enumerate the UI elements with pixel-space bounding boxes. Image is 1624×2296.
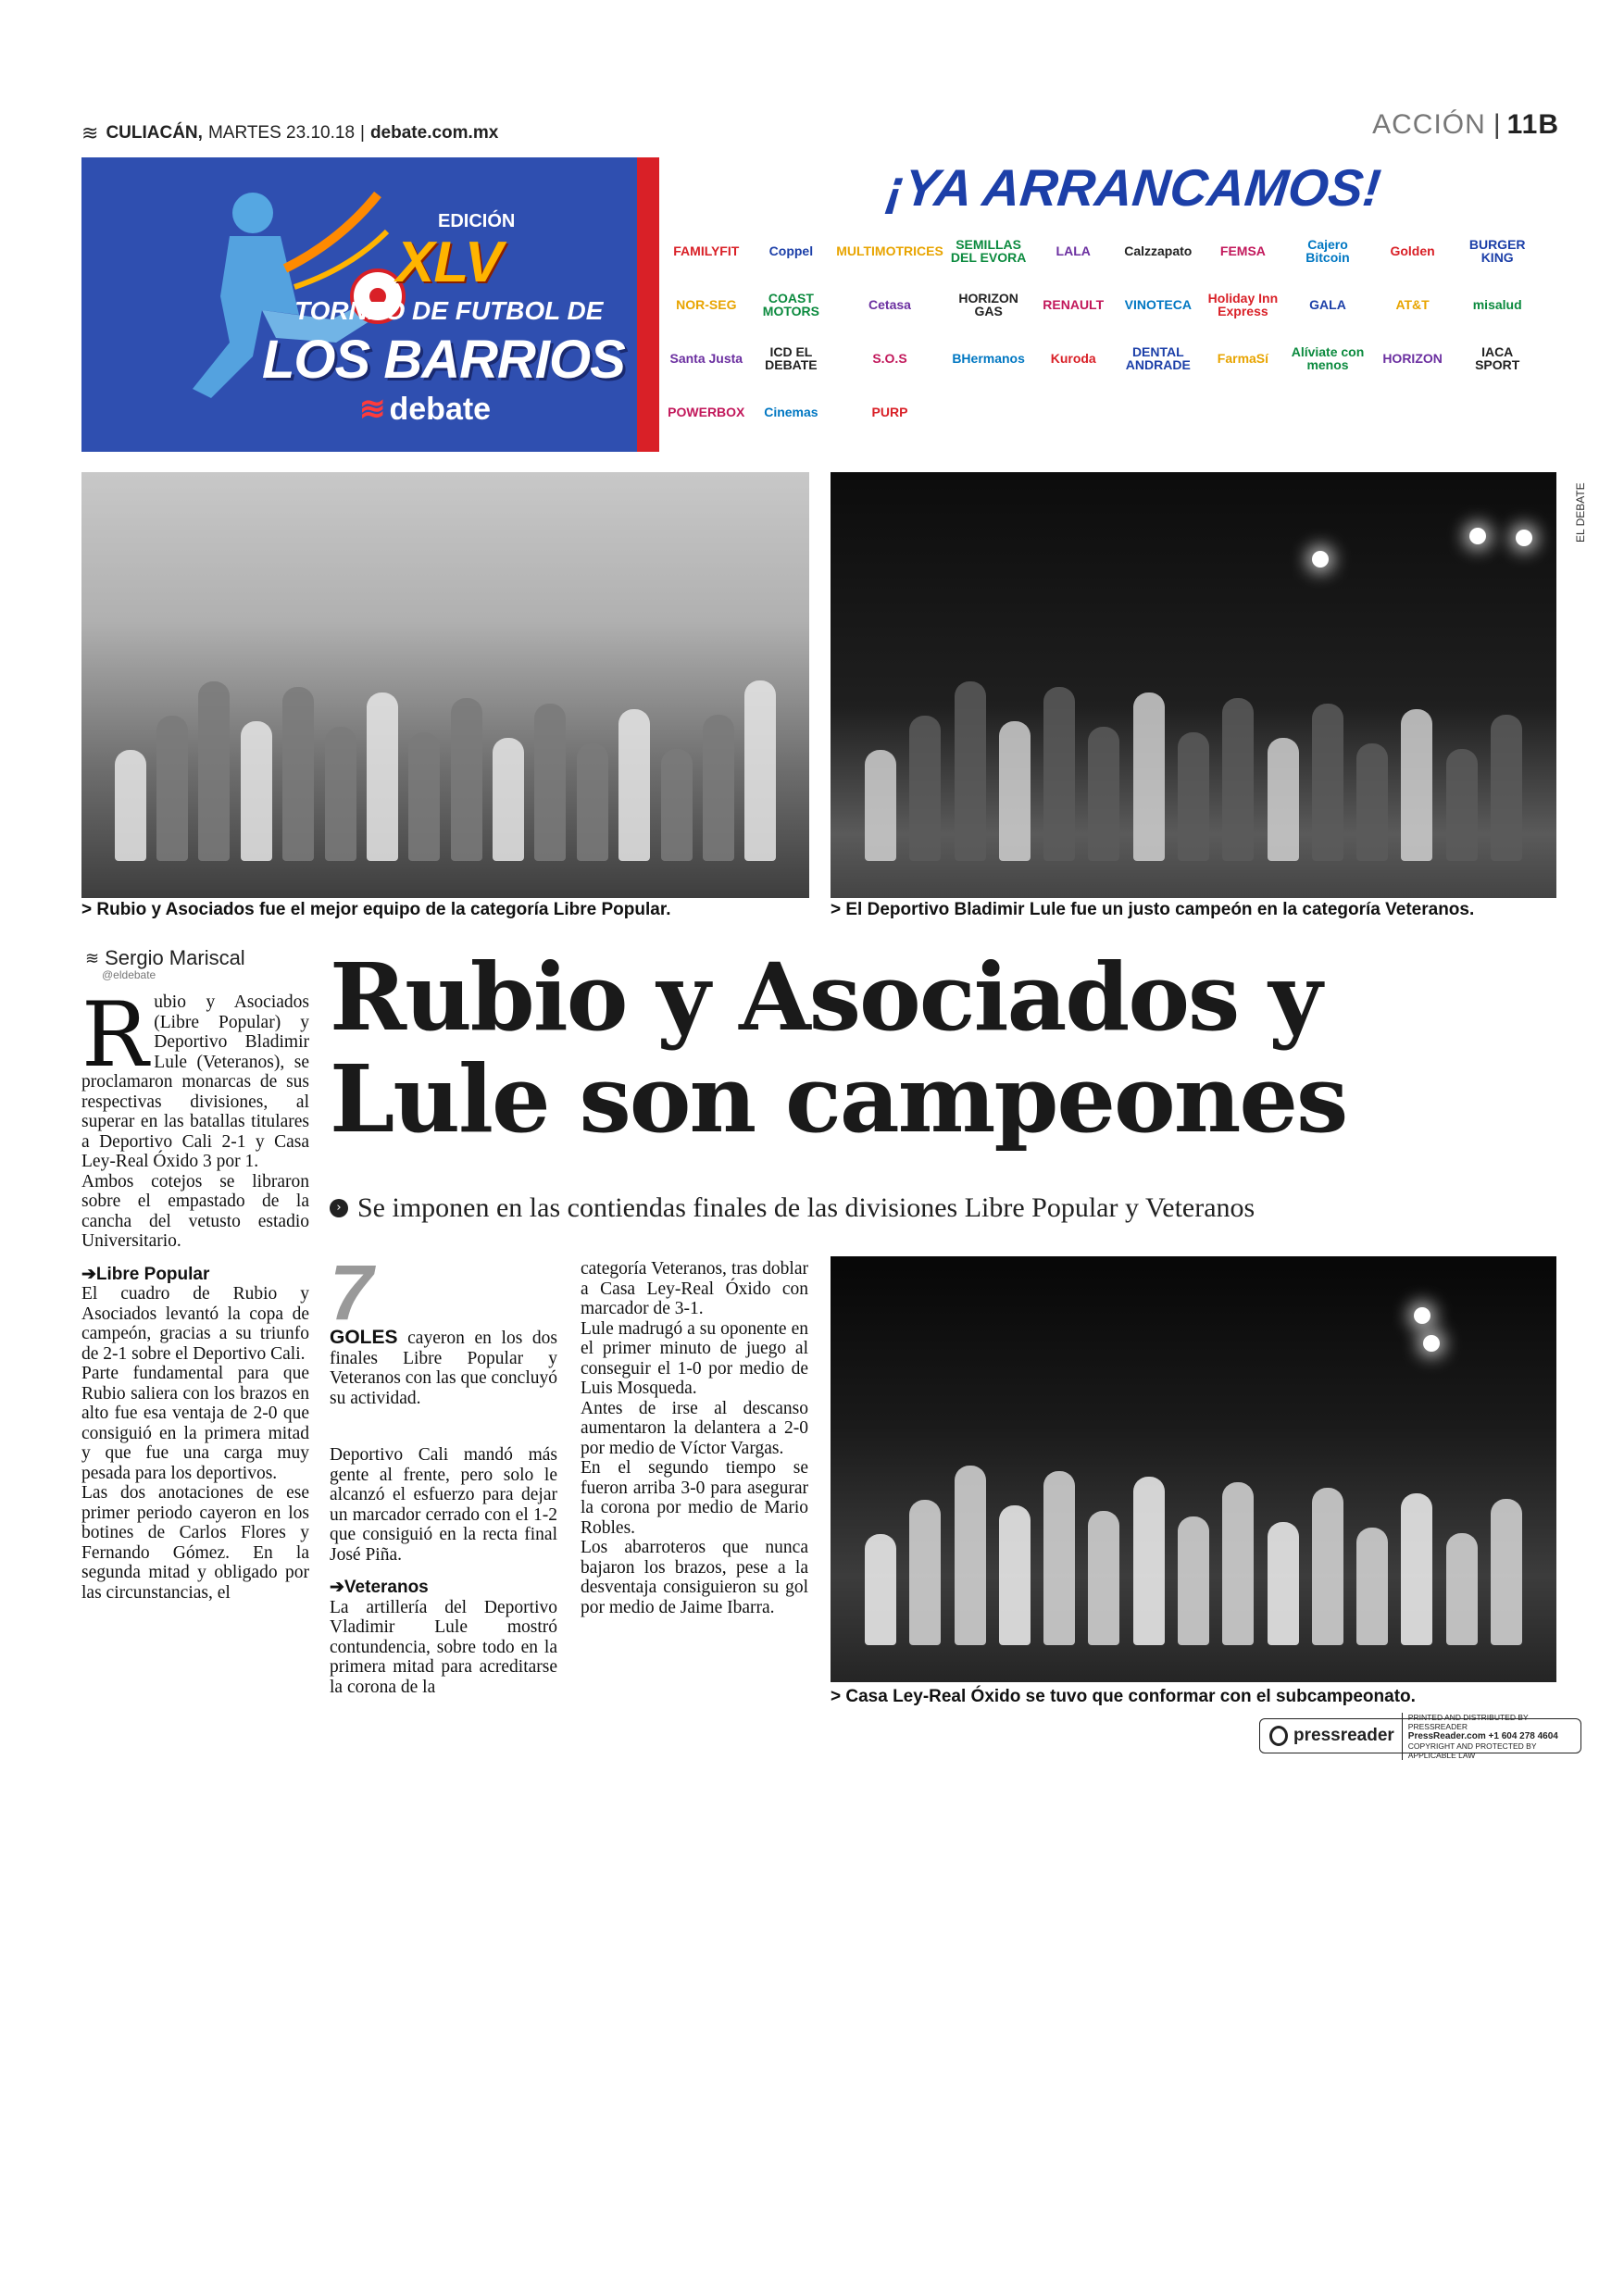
paragraph: Parte fundamental para que Rubio saliera con los brazos en alto fue esa ventaja de 2-0 que consiguió en la primera mitad y que fue una carga muy pesada para los deportivos.	[81, 1364, 309, 1483]
sponsor-logo: Cinemas	[764, 405, 818, 419]
article-headline: Rubio y Asociados y Lule son campeones	[330, 942, 1347, 1154]
sponsor-logo: GALA	[1309, 297, 1346, 312]
player-silhouette	[325, 727, 356, 861]
paragraph: Antes de irse al descanso aumentaron la delantera a 2-0 por medio de Víctor Vargas.	[581, 1398, 808, 1458]
team-silhouettes	[858, 1451, 1529, 1645]
subsection-heading: ➔Veteranos	[330, 1578, 429, 1597]
team-silhouettes	[858, 667, 1529, 861]
debate-mark-icon: ≋	[359, 392, 386, 427]
pressreader-name: pressreader	[1293, 1726, 1394, 1745]
paragraph: Deportivo Cali mandó más gente al frente, pero solo le alcanzó el esfuerzo para dejar un marcador cerrado con el 1-2 que consiguió en la recta final José Piña.	[330, 1445, 557, 1565]
header-city: CULIACÁN,	[106, 123, 203, 143]
player-silhouette	[1356, 1528, 1388, 1645]
sponsor-logo: HORIZON GAS	[958, 291, 1018, 318]
stadium-light-icon	[1469, 528, 1486, 544]
sponsor-logo: Holiday Inn Express	[1207, 291, 1279, 318]
player-silhouette	[955, 1466, 986, 1645]
subsection-heading: ➔Libre Popular	[81, 1264, 210, 1284]
player-silhouette	[451, 698, 482, 861]
sponsor-logo: Golden	[1390, 243, 1435, 258]
sponsor-logo: POWERBOX	[668, 405, 745, 419]
pressreader-info	[1402, 1713, 1580, 1760]
player-silhouette	[744, 680, 776, 861]
team-silhouettes	[109, 667, 781, 861]
player-silhouette	[909, 716, 941, 861]
banner-title-line2: LOS BARRIOS	[262, 330, 625, 390]
player-silhouette	[156, 716, 188, 861]
drop-cap: R	[81, 983, 149, 1087]
sponsor-logo: Cetasa	[868, 297, 911, 312]
author-byline	[85, 946, 245, 970]
player-silhouette	[1222, 698, 1254, 861]
sponsor-logo: ICD EL DEBATE	[765, 344, 818, 372]
player-silhouette	[703, 715, 734, 861]
banner-edition-number: XLV	[396, 231, 503, 294]
sponsor-logo: SEMILLAS DEL EVORA	[950, 237, 1027, 265]
sponsor-logo: FAMILYFIT	[673, 243, 740, 258]
sponsor-logo: Santa Justa	[669, 351, 743, 366]
arrow-bullet-icon: ›	[330, 1199, 348, 1217]
sponsor-logo: HORIZON	[1382, 351, 1443, 366]
debate-logo-icon: ≋	[81, 121, 99, 144]
player-silhouette	[1446, 749, 1478, 861]
sponsor-logo: misalud	[1472, 297, 1522, 312]
paragraph-text: ubio y Asociados (Libre Popular) y Deportivo Bladimir Lule (Veteranos), se proclamaron monarcas de sus respectivas divisiones, al superar en las batallas titulares a Deportivo Cali 2-1 y Casa Ley-Real Óxido 3 por 1.	[81, 992, 309, 1171]
player-silhouette	[367, 693, 398, 861]
player-silhouette	[1088, 1511, 1119, 1645]
player-silhouette	[115, 750, 146, 861]
photo-libre-popular-champions	[81, 472, 809, 898]
tournament-banner	[81, 157, 1544, 452]
player-silhouette	[1133, 693, 1165, 861]
page-header-left	[81, 119, 498, 148]
player-silhouette	[1312, 704, 1343, 861]
page-number: 11B	[1506, 109, 1559, 140]
banner-title-line1: TORNEO DE FUTBOL DE	[294, 296, 604, 325]
sponsor-logo: Alíviate con menos	[1291, 344, 1365, 372]
player-silhouette	[999, 1505, 1031, 1645]
fact-number: 7	[330, 1249, 373, 1336]
banner-slogan: ¡YA ARRANCAMOS!	[883, 158, 1384, 217]
player-silhouette	[1491, 1499, 1522, 1645]
sponsor-logo: DENTAL ANDRADE	[1125, 344, 1191, 372]
pressreader-line2: PressReader.com +1 604 278 4604	[1407, 1730, 1558, 1741]
fact-text: cayeron en los dos finales Libre Popular y Veteranos con las que concluyó su actividad.	[330, 1329, 558, 1408]
player-silhouette	[1133, 1477, 1165, 1645]
player-silhouette	[1446, 1533, 1478, 1645]
sponsor-logo: AT&T	[1395, 297, 1430, 312]
stadium-light-icon	[1516, 530, 1532, 546]
sponsor-logo: MULTIMOTRICES	[836, 243, 943, 258]
player-silhouette	[493, 738, 524, 861]
photo-veteranos-champions	[831, 472, 1556, 898]
sponsor-logo: S.O.S	[872, 351, 907, 366]
sponsor-logo: VINOTECA	[1124, 297, 1192, 312]
banner-brand-text: debate	[389, 392, 492, 427]
stadium-light-icon	[1312, 551, 1329, 568]
pressreader-badge[interactable]	[1259, 1712, 1581, 1760]
sponsor-logo: FEMSA	[1219, 243, 1266, 258]
paragraph: El cuadro de Rubio y Asociados levantó la copa de campeón, gracias a su triunfo de 2-1 sobre el Deportivo Cali.	[81, 1284, 309, 1364]
player-silhouette	[282, 687, 314, 861]
sponsor-logo: IACA SPORT	[1475, 344, 1520, 372]
photo-subcampeon	[831, 1256, 1556, 1682]
player-silhouette	[1401, 1493, 1432, 1645]
sponsor-logo: BHermanos	[952, 351, 1025, 366]
header-date: MARTES 23.10.18	[207, 123, 356, 143]
photo-caption-3: > Casa Ley-Real Óxido se tuvo que conformar con el subcampeonato.	[831, 1687, 1416, 1706]
paragraph: Ambos cotejos se libraron sobre el empastado de la cancha del vetusto estadio Universitario.	[81, 1171, 309, 1251]
paragraph: Los abarroteros que nunca bajaron los brazos, pese a la desventaja consiguieron su gol por medio de Jaime Ibarra.	[581, 1538, 808, 1617]
player-silhouette	[865, 1534, 896, 1645]
banner-brand	[359, 391, 491, 428]
banner-edition: EDICIÓN	[438, 211, 516, 231]
player-silhouette	[661, 749, 693, 861]
player-silhouette	[909, 1500, 941, 1645]
sponsor-logo: NOR-SEG	[676, 297, 737, 312]
player-silhouette	[241, 721, 272, 861]
pressreader-logo-icon	[1269, 1726, 1288, 1746]
sponsor-logo: Kuroda	[1050, 351, 1096, 366]
pressreader-line3: COPYRIGHT AND PROTECTED BY APPLICABLE LAW	[1407, 1741, 1537, 1760]
banner-red-stripe	[637, 157, 659, 452]
article-column-2	[330, 1249, 558, 1697]
sponsor-logo: Coppel	[768, 243, 814, 258]
sponsor-logo: Calzzapato	[1124, 243, 1193, 258]
paragraph: Lule madrugó a su oponente en el primer minuto de juego al conseguir el 1-0 por medio de Luis Mosqueda.	[581, 1318, 808, 1398]
player-silhouette	[1178, 732, 1209, 861]
player-silhouette	[1043, 1471, 1075, 1645]
page-header-right	[1372, 109, 1559, 141]
photo-caption-1: > Rubio y Asociados fue el mejor equipo de la categoría Libre Popular.	[81, 900, 671, 919]
paragraph: En el segundo tiempo se fueron arriba 3-0 para asegurar la corona por medio de Mario Robles.	[581, 1458, 808, 1538]
player-silhouette	[1268, 1522, 1299, 1645]
sponsor-logo: Cajero Bitcoin	[1305, 237, 1350, 265]
subhead-text: Se imponen en las contiendas finales de las divisiones Libre Popular y Veteranos	[357, 1192, 1255, 1223]
photo-credit: EL DEBATE	[1574, 482, 1587, 543]
player-silhouette	[1401, 709, 1432, 861]
player-silhouette	[1312, 1488, 1343, 1645]
article-subhead	[330, 1192, 1255, 1224]
player-silhouette	[618, 709, 650, 861]
paragraph: La artillería del Deportivo Vladimir Lule mostró contundencia, sobre todo en la primera mitad para acreditarse la corona de la	[330, 1597, 557, 1697]
header-divider: |	[360, 123, 365, 143]
player-silhouette	[534, 704, 566, 861]
player-silhouette	[1178, 1516, 1209, 1645]
player-silhouette	[999, 721, 1031, 861]
paragraph	[81, 983, 309, 1172]
sponsor-logo-grid	[667, 230, 1537, 433]
stadium-light-icon	[1423, 1335, 1440, 1352]
sponsor-logo: COAST MOTORS	[762, 291, 819, 318]
author-name: Sergio Mariscal	[105, 946, 245, 969]
sponsor-logo: BURGER KING	[1468, 237, 1526, 265]
sponsor-logo: RENAULT	[1043, 297, 1105, 312]
stadium-light-icon	[1414, 1307, 1430, 1324]
player-silhouette	[1043, 687, 1075, 861]
player-silhouette	[408, 732, 440, 861]
player-silhouette	[1268, 738, 1299, 861]
paragraph: categoría Veteranos, tras doblar a Casa Ley-Real Óxido con marcador de 3-1.	[581, 1259, 808, 1318]
fact-label: GOLES	[330, 1327, 398, 1348]
sponsor-logo: LALA	[1056, 243, 1091, 258]
player-silhouette	[1356, 743, 1388, 861]
author-handle: @eldebate	[102, 968, 156, 981]
article-column-1	[81, 983, 309, 1603]
debate-mark-icon: ≋	[85, 948, 100, 967]
section-name: ACCIÓN	[1372, 109, 1486, 140]
player-silhouette	[577, 743, 608, 861]
paragraph: Las dos anotaciones de ese primer periodo cayeron en los botines de Carlos Flores y Fernando Gómez. En la segunda mitad y obligado por las circunstancias, el	[81, 1483, 309, 1603]
player-silhouette	[865, 750, 896, 861]
player-silhouette	[1222, 1482, 1254, 1645]
player-silhouette	[1491, 715, 1522, 861]
sponsor-logo: PURP	[871, 405, 908, 419]
article-column-3	[581, 1259, 808, 1617]
header-divider: |	[1493, 109, 1502, 140]
player-silhouette	[955, 681, 986, 861]
header-site[interactable]: debate.com.mx	[369, 123, 499, 143]
photo-caption-2: > El Deportivo Bladimir Lule fue un justo campeón en la categoría Veteranos.	[831, 900, 1475, 919]
sponsor-logo: FarmaSí	[1217, 351, 1269, 366]
pressreader-line1: PRINTED AND DISTRIBUTED BY PRESSREADER	[1407, 1712, 1529, 1731]
player-silhouette	[1088, 727, 1119, 861]
player-silhouette	[198, 681, 230, 861]
fact-box	[330, 1328, 557, 1408]
